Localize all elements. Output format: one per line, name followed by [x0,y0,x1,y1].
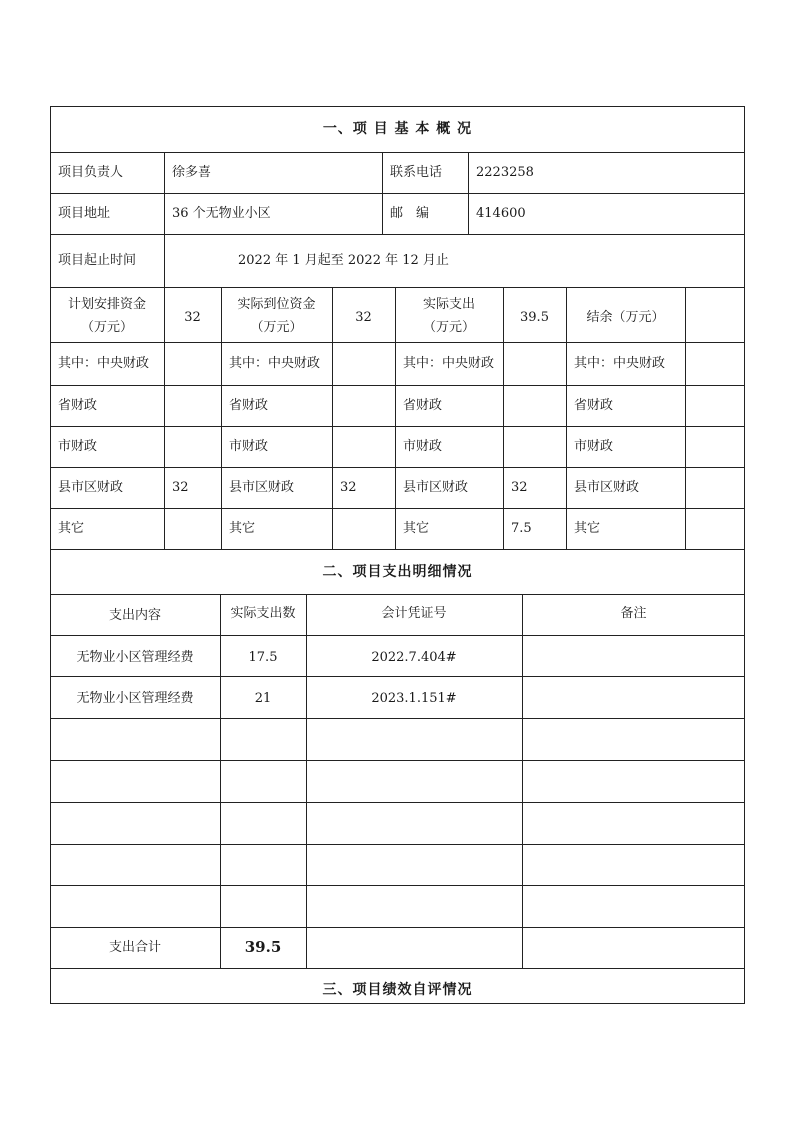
breakdown-city-label: 市财政 [58,439,98,454]
label-postcode: 邮 编 [390,206,430,221]
detail-row-1-amount: 17.5 [248,650,278,665]
planned-funds-label-line1: 计划安排资金 [67,297,146,312]
breakdown-other-label: 其它 [58,521,85,536]
breakdown-central-label: 其中：中央财政 [574,356,666,371]
breakdown-city-label: 市财政 [229,439,269,454]
breakdown-central-label: 其中：中央财政 [403,356,495,371]
value-postcode: 414600 [476,206,526,221]
breakdown-other-label: 其它 [574,521,601,536]
detail-row-1-content: 无物业小区管理经费 [76,650,194,665]
breakdown-city-label: 市财政 [574,439,614,454]
detail-row-1-voucher: 2022.7.404# [371,650,457,665]
breakdown-province-label: 省财政 [58,398,98,413]
section-3-title: 三、项目绩效自评情况 [322,982,473,998]
section-1-title: 一、项 目 基 本 概 况 [322,121,473,137]
breakdown-county-expense: 32 [511,480,528,495]
section-2-title: 二、项目支出明细情况 [322,564,473,580]
detail-row-2-content: 无物业小区管理经费 [76,691,194,706]
label-phone: 联系电话 [390,165,443,180]
planned-funds-label-line2: （万元） [80,320,133,335]
breakdown-province-label: 省财政 [574,398,614,413]
label-leader: 项目负责人 [58,165,124,180]
breakdown-county-label: 县市区财政 [58,480,124,495]
breakdown-province-label: 省财政 [229,398,269,413]
detail-total-label: 支出合计 [108,940,161,955]
detail-row-2-amount: 21 [254,691,272,706]
detail-header-voucher: 会计凭证号 [381,606,447,621]
breakdown-other-label: 其它 [229,521,256,536]
breakdown-county-planned: 32 [172,480,189,495]
detail-header-remark: 备注 [620,606,647,621]
value-phone: 2223258 [476,165,534,180]
breakdown-other-expense: 7.5 [511,521,532,536]
breakdown-central-label: 其中：中央财政 [58,356,150,371]
breakdown-city-label: 市财政 [403,439,443,454]
received-funds-label-line1: 实际到位资金 [237,297,316,312]
planned-funds-value: 32 [184,310,201,325]
expense-value: 39.5 [520,310,549,325]
expense-label-line2: （万元） [422,320,475,335]
detail-row-2-voucher: 2023.1.151# [371,691,457,706]
breakdown-county-label: 县市区财政 [229,480,295,495]
label-address: 项目地址 [58,206,111,221]
received-funds-label-line2: （万元） [250,320,303,335]
label-period: 项目起止时间 [58,253,137,268]
breakdown-other-label: 其它 [403,521,430,536]
expense-label-line1: 实际支出 [422,297,475,312]
value-leader: 徐多喜 [172,165,212,180]
received-funds-value: 32 [355,310,372,325]
form-frame [50,106,745,1004]
breakdown-province-label: 省财政 [403,398,443,413]
breakdown-county-label: 县市区财政 [403,480,469,495]
value-period: 2022 年 1 月起至 2022 年 12 月止 [238,253,449,268]
breakdown-county-received: 32 [340,480,357,495]
breakdown-county-label: 县市区财政 [574,480,640,495]
detail-header-amount: 实际支出数 [230,606,296,621]
breakdown-central-label: 其中：中央财政 [229,356,321,371]
value-address: 36 个无物业小区 [172,206,271,221]
detail-header-content: 支出内容 [108,608,161,623]
detail-total-value: 39.5 [244,938,282,956]
balance-label: 结余（万元） [586,310,665,325]
